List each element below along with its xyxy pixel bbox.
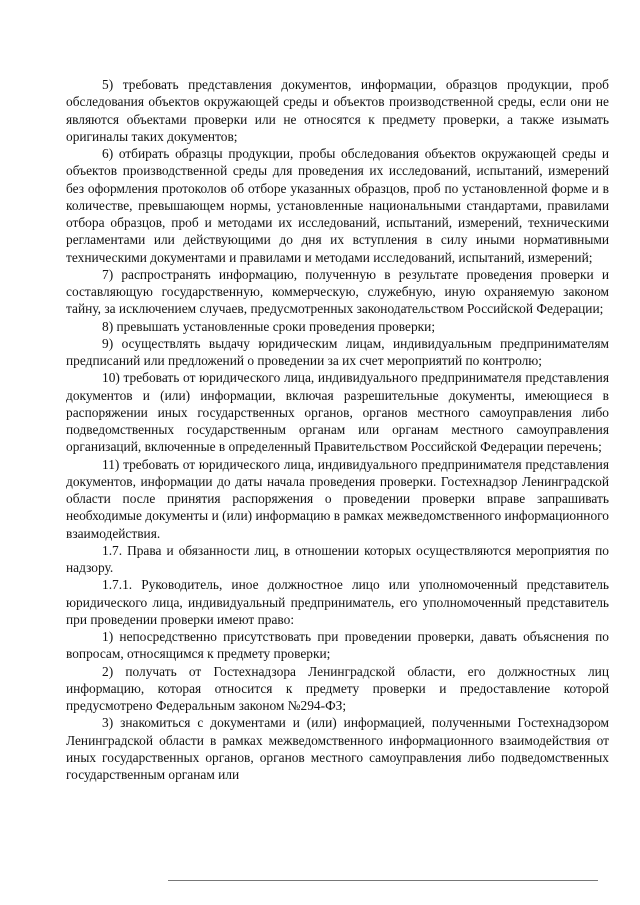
- paragraph-item-6: 6) отбирать образцы продукции, пробы обследования объектов окружающей среды и объектов производственной среды для проведения их исследований, испытаний, измерений без оформления протоколов об отборе указанных образцов, проб по установленной форме и в количестве, превышающем нормы, установленные национальными стандартами, правилами отбора образцов, проб и методами их исследований, испытаний, измерений, техническими регламентами или действующими до дня их вступления в силу иными нормативными техническими документами и правилами и методами исследований, испытаний, измерений;: [66, 146, 609, 265]
- document-page: [66, 76, 609, 783]
- paragraph-item-10: 10) требовать от юридического лица, индивидуального предпринимателя представления документов и (или) информации, включая разрешительные документы, имеющиеся в распоряжении иных государственных органов, органов местного самоуправления либо подведомственных государственным органам или органам местного самоуправления организаций, включенные в определенный Правительством Российской Федерации перечень;: [66, 370, 609, 455]
- paragraph-item-8: 8) превышать установленные сроки проведения проверки;: [102, 318, 436, 334]
- rights-item-2: 2) получать от Гостехнадзора Ленинградской области, его должностных лиц информацию, которая относится к предмету проверки и предоставление которой предусмотрено Федеральным законом №294-ФЗ;: [66, 663, 609, 713]
- section-1-7-heading: 1.7. Права и обязанности лиц, в отношении которых осуществляются мероприятия по надзору.: [66, 542, 609, 575]
- rights-item-1: 1) непосредственно присутствовать при проведении проверки, давать объяснения по вопросам, относящимся к предмету проверки;: [66, 629, 609, 662]
- paragraph-item-11: 11) требовать от юридического лица, индивидуального предпринимателя представления документов, информации до даты начала проведения проверки. Гостехнадзор Ленинградской области после принятия распоряжения о проведении проверки вправе запрашивать необходимые документы и (или) информацию в рамках межведомственного информационного взаимодействия.: [66, 456, 609, 541]
- rights-item-3: 3) знакомиться с документами и (или) информацией, полученными Гостехнадзором Ленинградской области в рамках межведомственного информационного взаимодействия от иных государственных органов, органов местного самоуправления либо подведомственных государственным органам или: [66, 715, 609, 782]
- section-1-7-1-paragraph: 1.7.1. Руководитель, иное должностное лицо или уполномоченный представитель юридического лица, индивидуальный предприниматель, его уполномоченный представитель при проведении проверки имеют право:: [66, 577, 609, 627]
- paragraph-item-7: 7) распространять информацию, полученную в результате проведения проверки и составляющую государственную, коммерческую, служебную, иную охраняемую законом тайну, за исключением случаев, предусмотренных законодательством Российской Федерации;: [66, 266, 609, 317]
- footer-rule: [168, 880, 598, 881]
- paragraph-item-9: 9) осуществлять выдачу юридическим лицам, индивидуальным предпринимателям предписаний или предложений о проведении за их счет мероприятий по контролю;: [66, 335, 609, 368]
- paragraph-item-5: 5) требовать представления документов, информации, образцов продукции, проб обследования объектов окружающей среды и объектов производственной среды, если они не являются объектами проверки или не относятся к предмету проверки, а также изымать оригиналы таких документов;: [66, 77, 609, 144]
